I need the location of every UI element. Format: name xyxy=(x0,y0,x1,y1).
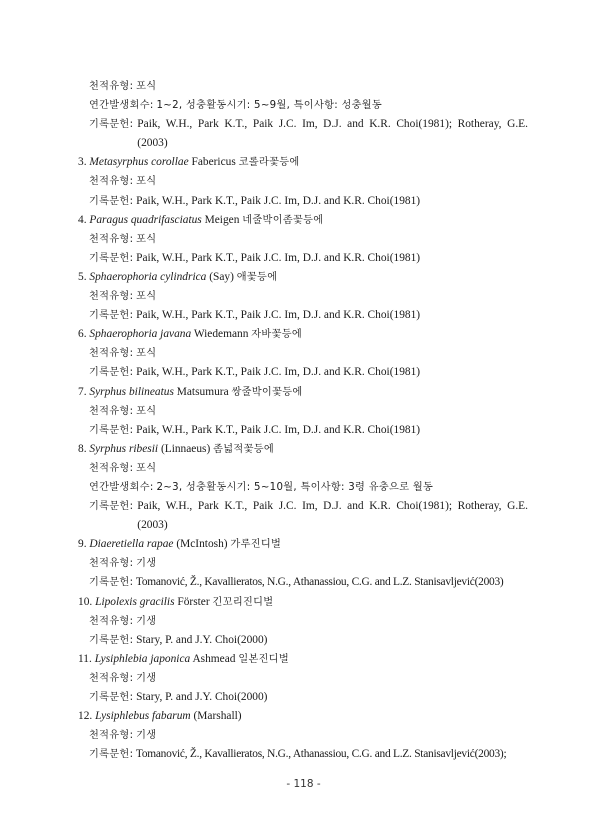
page-number: - 118 - xyxy=(286,778,321,790)
scientific-name: Metasyrphus corollae xyxy=(89,156,189,169)
species-heading xyxy=(78,593,528,612)
host-type-value: 기생 xyxy=(136,615,157,627)
scientific-name: Sphaerophoria cylindrica xyxy=(89,270,207,283)
author-name: Wiedemann xyxy=(193,328,249,341)
host-type-line xyxy=(78,554,528,573)
host-type-label: 천적유형: xyxy=(89,462,134,474)
species-heading xyxy=(78,211,528,230)
item-number: 5. xyxy=(78,270,87,283)
korean-name: 코롤라꽃등에 xyxy=(238,157,300,169)
korean-name: 쌍줄박이꽃등에 xyxy=(231,386,303,398)
reference-label: 기록문헌: xyxy=(89,424,134,436)
reference-line xyxy=(78,421,528,440)
host-type-label: 천적유형: xyxy=(89,730,134,742)
reference-text: Paik, W.H., Park K.T., Paik J.C. Im, D.J. and K.R. Choi(1981) xyxy=(136,423,421,436)
host-type-value: 기생 xyxy=(136,672,157,684)
reference-line xyxy=(78,249,528,268)
host-type-label: 천적유형: xyxy=(89,233,134,245)
reference-text: Stary, P. and J.Y. Choi(2000) xyxy=(136,691,268,703)
author-name: Fabericus xyxy=(191,156,236,169)
species-heading xyxy=(78,440,528,459)
reference-label: 기록문헌: xyxy=(89,692,134,703)
host-type-line xyxy=(78,459,528,478)
author-name: Matsumura xyxy=(176,385,229,398)
host-type-label: 천적유형: xyxy=(89,615,134,627)
author-name: (McIntosh) xyxy=(176,538,228,551)
item-number: 11. xyxy=(78,652,92,665)
author-name: Ashmead xyxy=(192,652,236,665)
host-type-line xyxy=(78,287,528,306)
species-heading xyxy=(78,268,528,287)
host-type-value: 기생 xyxy=(136,730,157,742)
reference-line xyxy=(78,631,528,650)
annual-label: 연간발생회수: xyxy=(89,481,154,493)
host-type-line xyxy=(78,726,528,745)
reference-line xyxy=(78,688,528,707)
reference-label: 기록문헌: xyxy=(89,749,134,761)
scientific-name: Diaeretiella rapae xyxy=(89,538,174,551)
reference-text: Stary, P. and J.Y. Choi(2000) xyxy=(136,633,268,646)
reference-text: Paik, W.H., Park K.T., Paik J.C. Im, D.J. and K.R. Choi(1981) xyxy=(136,309,421,322)
annual-value: 2~3, 성충활동시기: 5~10월, 특이사항: 3령 유충으로 월동 xyxy=(156,481,434,493)
reference-line xyxy=(78,306,528,325)
host-type-label: 천적유형: xyxy=(89,81,134,92)
reference-label: 기록문헌: xyxy=(89,634,134,646)
species-heading xyxy=(78,707,528,726)
reference-text: Paik, W.H., Park K.T., Paik J.C. Im, D.J. and K.R. Choi(1981) xyxy=(136,366,421,379)
species-heading xyxy=(78,325,528,344)
annual-value: 1~2, 성충활동시기: 5~9월, 특이사항: 성충월동 xyxy=(156,100,383,112)
host-type-label: 천적유형: xyxy=(89,405,134,417)
reference-label: 기록문헌: xyxy=(89,367,134,379)
item-number: 6. xyxy=(78,328,87,341)
scientific-name: Lysiphlebus fabarum xyxy=(95,710,191,723)
host-type-value: 기생 xyxy=(136,558,157,570)
reference-label: 기록문헌: xyxy=(89,501,134,513)
item-number: 7. xyxy=(78,385,87,398)
scientific-name: Syrphus bilineatus xyxy=(89,385,174,398)
reference-line xyxy=(78,363,528,382)
reference-block xyxy=(78,497,528,535)
item-number: 4. xyxy=(78,213,87,226)
host-type-value: 포식 xyxy=(136,233,157,245)
reference-label: 기록문헌: xyxy=(89,195,134,207)
host-type-line xyxy=(78,344,528,363)
host-type-line xyxy=(78,669,528,688)
host-type-value: 포식 xyxy=(136,176,157,188)
korean-name: 긴꼬리진디벌 xyxy=(212,596,274,608)
korean-name: 네줄박이좀꽃등에 xyxy=(242,214,324,226)
reference-line xyxy=(78,573,528,592)
annual-label: 연간발생회수: xyxy=(89,100,154,112)
item-number: 12. xyxy=(78,710,93,723)
host-type-line xyxy=(78,612,528,631)
author-name: (Linnaeus) xyxy=(160,442,211,455)
reference-text: Paik, W.H., Park K.T., Paik J.C. Im, D.J. and K.R. Choi(1981) xyxy=(136,251,421,264)
korean-name: 가루진디벌 xyxy=(230,539,282,551)
host-type-label: 천적유형: xyxy=(89,348,134,360)
item-number: 10. xyxy=(78,595,93,608)
host-type-label: 천적유형: xyxy=(89,558,134,570)
reference-label: 기록문헌: xyxy=(89,252,134,264)
annual-info-line xyxy=(78,96,528,115)
species-heading xyxy=(78,650,528,669)
species-heading xyxy=(78,535,528,554)
reference-line xyxy=(78,745,528,764)
author-name: (Say) xyxy=(209,270,234,283)
korean-name: 자바꽃등에 xyxy=(251,329,302,341)
host-type-line xyxy=(78,172,528,191)
author-name: Förster xyxy=(177,595,210,608)
korean-name: 좀넓적꽃등에 xyxy=(213,443,274,455)
species-heading xyxy=(78,383,528,402)
host-type-value: 포식 xyxy=(136,81,157,92)
reference-label: 기록문헌: xyxy=(89,577,134,589)
host-type-line xyxy=(78,230,528,249)
species-heading xyxy=(78,153,528,172)
host-type-label: 천적유형: xyxy=(89,672,134,684)
annual-info-line xyxy=(78,478,528,497)
host-type-line xyxy=(78,402,528,421)
reference-label: 기록문헌: xyxy=(89,310,134,322)
document-body xyxy=(78,77,528,764)
item-number: 8. xyxy=(78,442,87,455)
host-type-value: 포식 xyxy=(136,291,157,303)
author-name: (Marshall) xyxy=(193,710,242,723)
scientific-name: Sphaerophoria javana xyxy=(89,328,192,341)
scientific-name: Lysiphlebia japonica xyxy=(94,652,191,665)
author-name: Meigen xyxy=(204,213,240,226)
reference-block xyxy=(78,115,528,153)
item-number: 3. xyxy=(78,156,87,169)
host-type-value: 포식 xyxy=(136,462,157,474)
reference-text: Paik, W.H., Park K.T., Paik J.C. Im, D.J. and K.R. Choi(1981) xyxy=(136,194,421,207)
host-type-label: 천적유형: xyxy=(89,176,134,188)
korean-name: 애꽃등에 xyxy=(236,271,278,283)
reference-text: Paik, W.H., Park K.T., Paik J.C. Im, D.J. and K.R. Choi(1981); Rotheray, G.E.(2003) xyxy=(137,118,528,150)
korean-name: 일본진디벌 xyxy=(238,653,290,665)
host-type-value: 포식 xyxy=(136,348,157,360)
reference-line xyxy=(78,192,528,211)
item-number: 9. xyxy=(78,538,87,551)
scientific-name: Paragus quadrifasciatus xyxy=(89,213,202,226)
host-type-line xyxy=(78,77,528,96)
scientific-name: Syrphus ribesii xyxy=(89,442,159,455)
scientific-name: Lipolexis gracilis xyxy=(95,595,175,608)
reference-text: Tomanović, Ž., Kavallieratos, N.G., Athanassiou, C.G. and L.Z. Stanisavljević(2003); xyxy=(135,748,507,761)
reference-text: Tomanović, Ž., Kavallieratos, N.G., Athanassiou, C.G. and L.Z. Stanisavljević(2003) xyxy=(135,576,504,589)
reference-text: Paik, W.H., Park K.T., Paik J.C. Im, D.J. and K.R. Choi(1981); Rotheray, G.E.(2003) xyxy=(137,500,528,532)
host-type-value: 포식 xyxy=(136,405,157,417)
reference-label: 기록문헌: xyxy=(89,119,134,131)
host-type-label: 천적유형: xyxy=(89,291,134,303)
